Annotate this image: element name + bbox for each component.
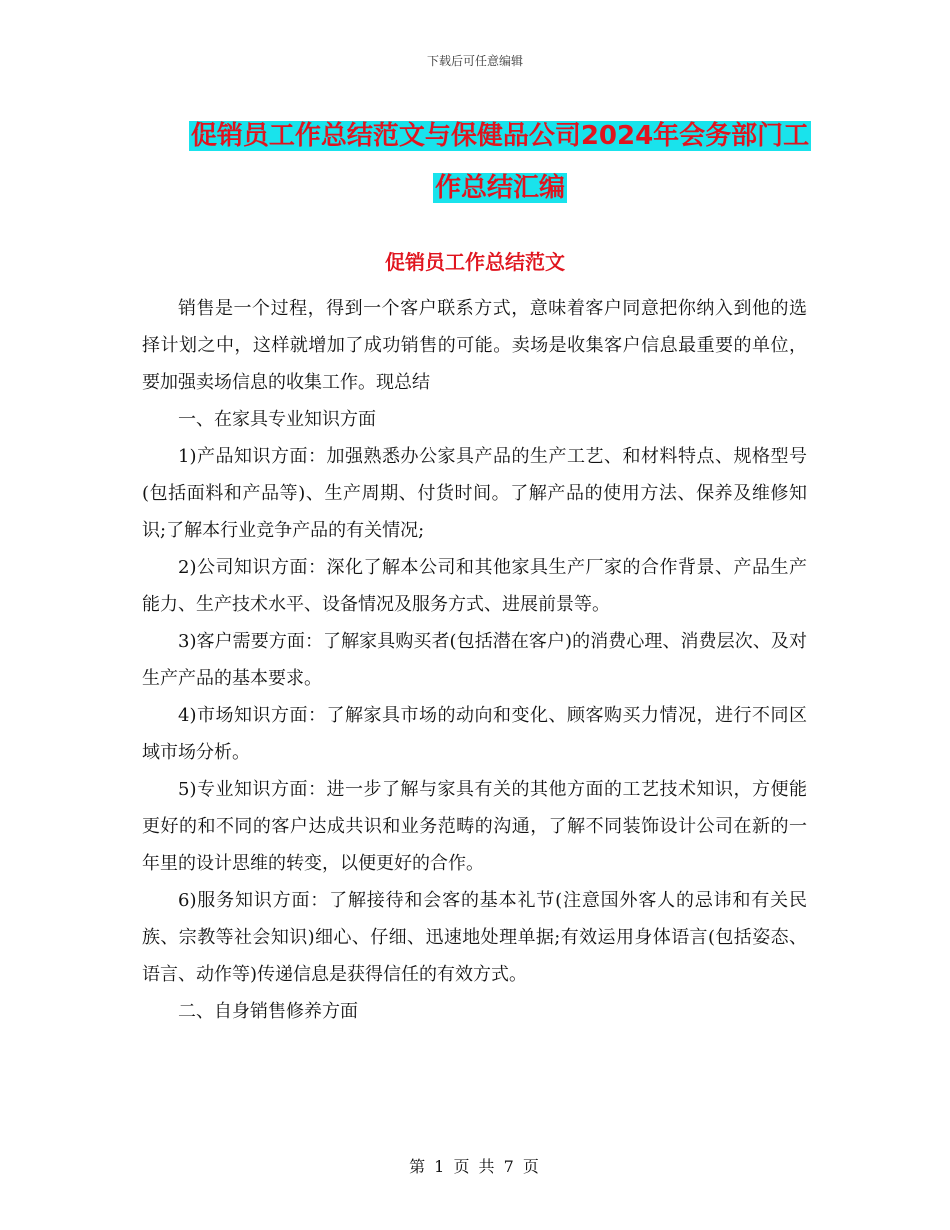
paragraph-intro: 销售是一个过程，得到一个客户联系方式，意味着客户同意把你纳入到他的选择计划之中，这样就增加了成功销售的可能。卖场是收集客户信息最重要的单位，要加强卖场信息的收集工作。现总结 bbox=[142, 298, 807, 393]
document-title-line-1: 促销员工作总结范文与保健品公司2024年会务部门工 bbox=[190, 121, 810, 151]
paragraph-service-knowledge: 6)服务知识方面：了解接待和会客的基本礼节(注意国外客人的忌讳和有关民族、宗教等社会知识)细心、仔细、迅速地处理单据;有效运用身体语言(包括姿态、语言、动作等)传递信息是获得信任的有效方式。 bbox=[142, 890, 807, 985]
paragraph-heading-1: 一、在家具专业知识方面 bbox=[178, 409, 376, 430]
paragraph-product-knowledge: 1)产品知识方面：加强熟悉办公家具产品的生产工艺、和材料特点、规格型号(包括面料和产品等)、生产周期、付货时间。了解产品的使用方法、保养及维修知识;了解本行业竞争产品的有关情况; bbox=[142, 446, 807, 541]
page-header-note: 下载后可任意编辑 bbox=[426, 54, 523, 68]
page-number-footer: 第 1 页 共 7 页 bbox=[409, 1157, 541, 1176]
paragraph-customer-needs: 3)客户需要方面：了解家具购买者(包括潜在客户)的消费心理、消费层次、及对生产产品的基本要求。 bbox=[142, 631, 807, 689]
paragraph-company-knowledge: 2)公司知识方面：深化了解本公司和其他家具生产厂家的合作背景、产品生产能力、生产技术水平、设备情况及服务方式、进展前景等。 bbox=[142, 557, 807, 615]
paragraph-market-knowledge: 4)市场知识方面：了解家具市场的动向和变化、顾客购买力情况，进行不同区域市场分析。 bbox=[142, 705, 807, 763]
document-title bbox=[140, 110, 860, 214]
paragraph-heading-2: 二、自身销售修养方面 bbox=[178, 1001, 358, 1022]
paragraph-professional-knowledge: 5)专业知识方面：进一步了解与家具有关的其他方面的工艺技术知识，方便能更好的和不同的客户达成共识和业务范畴的沟通，了解不同装饰设计公司在新的一年里的设计思维的转变，以便更好的合作。 bbox=[142, 779, 807, 874]
document-body bbox=[142, 290, 807, 1030]
document-title-line-2: 作总结汇编 bbox=[434, 173, 565, 203]
section-title: 促销员工作总结范文 bbox=[385, 250, 565, 274]
